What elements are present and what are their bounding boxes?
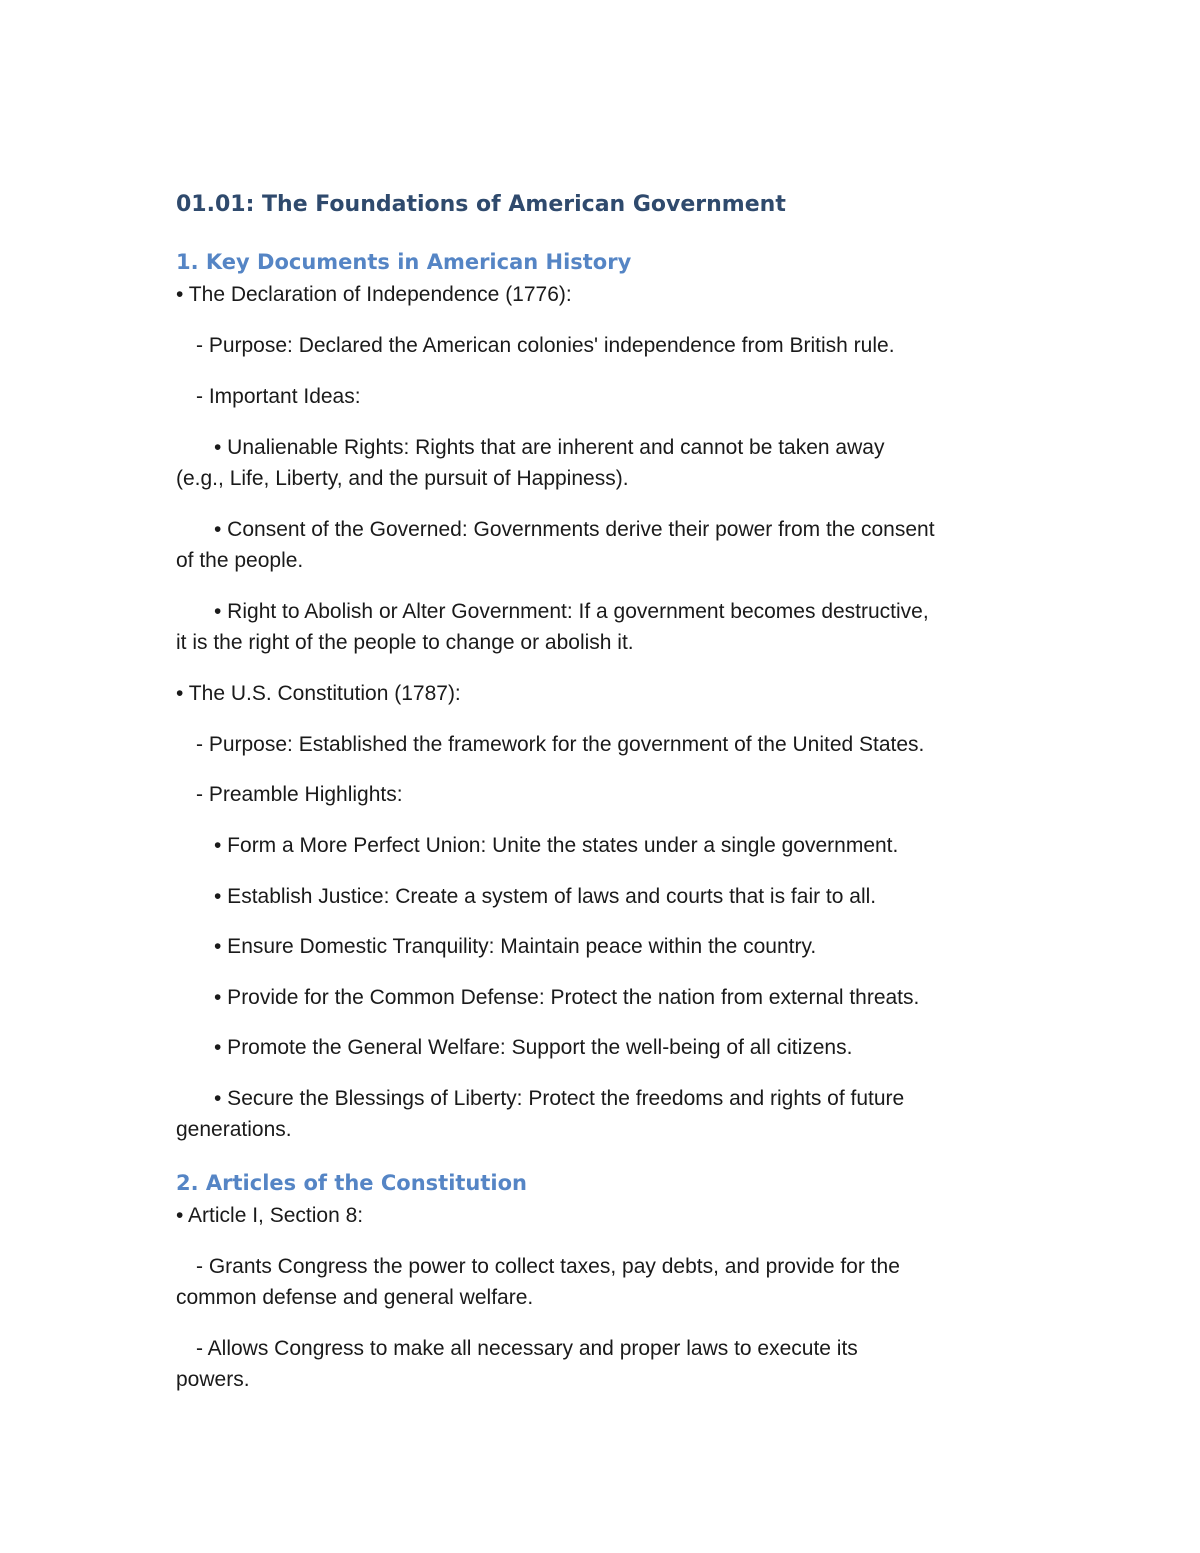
body-line: • Form a More Perfect Union: Unite the states under a single government. [214,834,899,857]
body-line: - Purpose: Declared the American colonies' independence from British rule. [196,334,895,357]
body-line: - Purpose: Established the framework for the government of the United States. [196,733,925,756]
body-line: it is the right of the people to change or abolish it. [176,631,634,654]
body-line: powers. [176,1368,250,1391]
document-title: 01.01: The Foundations of American Government [176,192,786,217]
section-heading-2: 2. Articles of the Constitution [176,1171,527,1195]
body-line: of the people. [176,549,304,572]
body-line: • Establish Justice: Create a system of laws and courts that is fair to all. [214,885,877,908]
body-line: • Secure the Blessings of Liberty: Protect the freedoms and rights of future [214,1087,905,1110]
body-line: • Promote the General Welfare: Support the well-being of all citizens. [214,1036,853,1059]
body-line: • Ensure Domestic Tranquility: Maintain peace within the country. [214,935,817,958]
body-line: - Allows Congress to make all necessary and proper laws to execute its [196,1337,858,1360]
body-line: • Provide for the Common Defense: Protect the nation from external threats. [214,986,920,1009]
body-line: • Right to Abolish or Alter Government: If a government becomes destructive, [214,600,929,623]
body-line: (e.g., Life, Liberty, and the pursuit of Happiness). [176,467,629,490]
body-line: - Preamble Highlights: [196,783,403,806]
body-line: • The U.S. Constitution (1787): [176,682,461,705]
body-line: - Important Ideas: [196,385,361,408]
body-line: • Consent of the Governed: Governments derive their power from the consent [214,518,935,541]
body-line: • Unalienable Rights: Rights that are inherent and cannot be taken away [214,436,885,459]
body-line: - Grants Congress the power to collect taxes, pay debts, and provide for the [196,1255,900,1278]
section-heading-1: 1. Key Documents in American History [176,250,632,274]
body-line: generations. [176,1118,292,1141]
body-line: • Article I, Section 8: [176,1204,364,1227]
body-line: • The Declaration of Independence (1776): [176,283,572,306]
body-line: common defense and general welfare. [176,1286,534,1309]
